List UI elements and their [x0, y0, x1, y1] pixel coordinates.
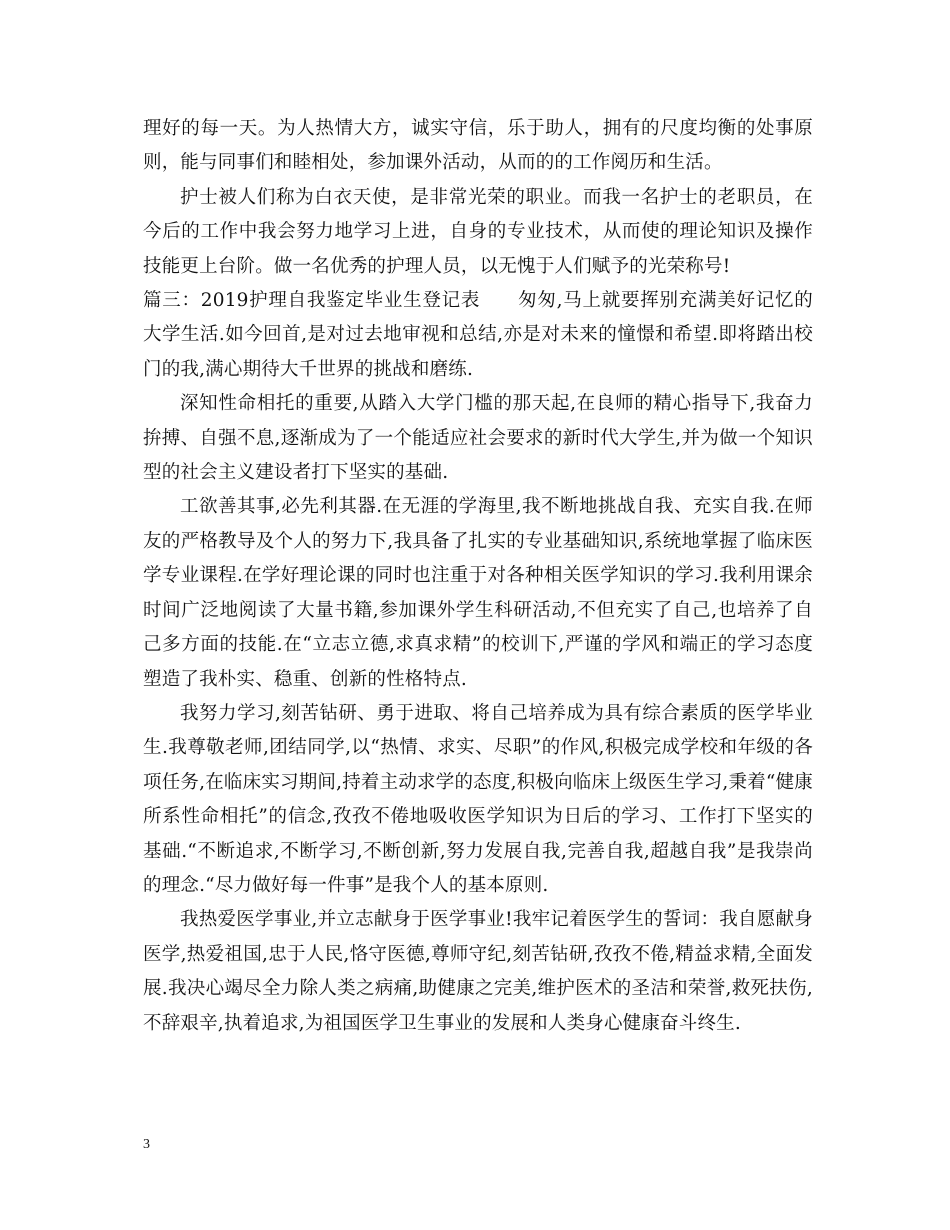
document-body	[143, 112, 813, 1041]
paragraph-4: 深知性命相托的重要,从踏入大学门槛的那天起,在良师的精心指导下,我奋力拚搏、自强不息,逐渐成为了一个能适应社会要求的新时代大学生,并为做一个知识型的社会主义建设者打下坚实的基础.	[143, 393, 813, 484]
heading-gap	[480, 290, 517, 311]
page-number: 3	[143, 1137, 150, 1152]
paragraph-2: 护士被人们称为白衣天使，是非常光荣的职业。而我一名护士的老职员，在今后的工作中我会努力地学习上进，自身的专业技术，从而使的理论知识及操作技能更上台阶。做一名优秀的护理人员，以无愧于人们赋予的光荣称号!	[143, 186, 813, 277]
paragraph-3: 匆匆,马上就要挥别充满美好记忆的大学生活.如今回首,是对过去地审视和总结,亦是对未来的憧憬和希望.即将踏出校门的我,满心期待大千世界的挑战和磨练.	[143, 290, 813, 380]
section-heading: 篇三：2019护理自我鉴定毕业生登记表	[143, 290, 481, 312]
section-heading-paragraph	[143, 284, 813, 387]
paragraph-7: 我热爱医学事业,并立志献身于医学事业!我牢记着医学生的誓词：我自愿献身医学,热爱祖国,忠于人民,恪守医德,尊师守纪,刻苦钻研,孜孜不倦,精益求精,全面发展.我决心竭尽全力除人类之病痛,助健康之完美,维护医术的圣洁和荣誉,救死扶伤,不辞艰辛,执着追求,为祖国医学卫生事业的发展和人类身心健康奋斗终生.	[143, 909, 813, 1034]
paragraph-6: 我努力学习,刻苦钻研、勇于进取、将自己培养成为具有综合素质的医学毕业生.我尊敬老师,团结同学,以“热情、求实、尽职”的作风,积极完成学校和年级的各项任务,在临床实习期间,持着主动求学的态度,积极向临床上级医生学习,秉着“健康所系性命相托”的信念,孜孜不倦地吸收医学知识为日后的学习、工作打下坚实的基础.“不断追求,不断学习,不断创新,努力发展自我,完善自我,超越自我”是我崇尚的理念.“尽力做好每一件事”是我个人的基本原则.	[143, 702, 813, 896]
paragraph-1: 理好的每一天。为人热情大方，诚实守信，乐于助人，拥有的尺度均衡的处事原则，能与同事们和睦相处，参加课外活动，从而的的工作阅历和生活。	[143, 118, 813, 174]
paragraph-5: 工欲善其事,必先利其器.在无涯的学海里,我不断地挑战自我、充实自我.在师友的严格教导及个人的努力下,我具备了扎实的专业基础知识,系统地掌握了临床医学专业课程.在学好理论课的同时也注重于对各种相关医学知识的学习.我利用课余时间广泛地阅读了大量书籍,参加课外学生科研活动,不但充实了自己,也培养了自己多方面的技能.在“立志立德,求真求精”的校训下,严谨的学风和端正的学习态度塑造了我朴实、稳重、创新的性格特点.	[143, 496, 813, 690]
